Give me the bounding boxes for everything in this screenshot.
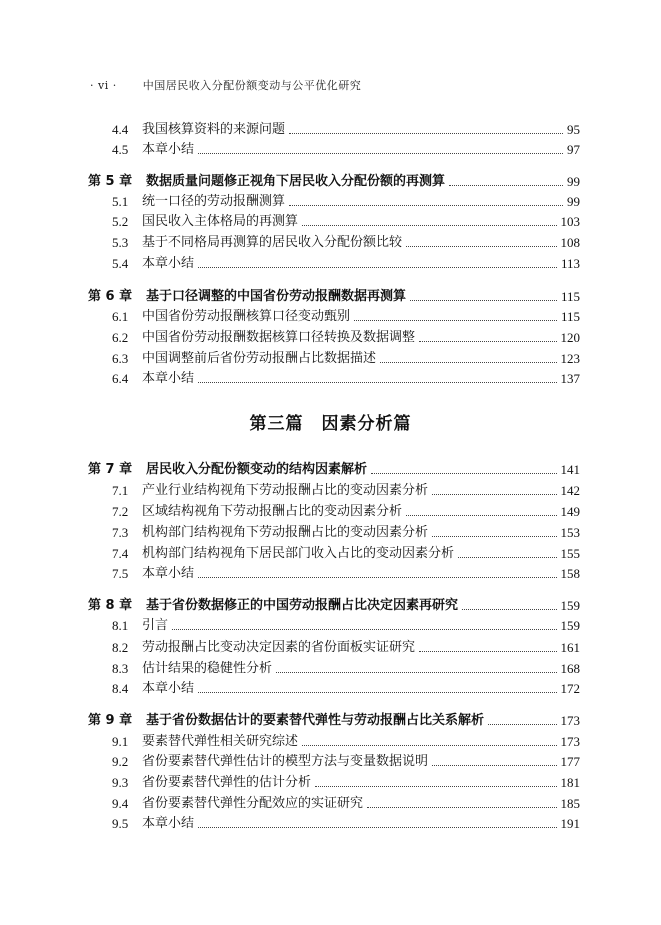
entry-title: 机构部门结构视角下居民部门收入占比的变动因素分析 [142,546,455,561]
part-heading [0,409,661,434]
dot-leader [419,341,556,342]
entry-page-number: 168 [560,661,580,676]
entry-title: 国民收入主体格局的再测算 [142,214,299,229]
entry-title: 基于省份数据修正的中国劳动报酬占比决定因素再研究 [146,598,459,613]
entry-number: 5.2 [112,214,129,229]
entry-page-number: 108 [560,235,580,250]
entry-number: 8.3 [112,661,129,676]
dot-leader [406,246,556,247]
entry-number: 6.3 [112,351,129,366]
entry-title: 引言 [142,618,169,633]
dot-leader [354,320,557,321]
entry-title: 本章小结 [142,681,195,696]
dot-leader [302,225,556,226]
entry-number: 9.3 [112,775,129,790]
dot-leader [488,724,556,725]
entry-page-number: 142 [560,483,580,498]
dot-leader [302,745,556,746]
dot-leader [432,536,556,537]
entry-number: 第 5 章 [88,174,133,189]
entry-page-number: 99 [567,174,580,189]
entry-number: 7.5 [112,566,129,581]
entry-number: 6.2 [112,330,129,345]
entry-number: 第 6 章 [88,289,133,304]
toc-section-entry[interactable] [112,500,580,520]
entry-title: 居民收入分配份额变动的结构因素解析 [146,462,368,477]
toc-section-entry[interactable] [112,677,580,697]
entry-page-number: 97 [567,142,580,157]
toc-chapter-entry[interactable] [88,170,580,190]
entry-number: 7.4 [112,546,129,561]
toc-section-entry[interactable] [112,542,580,562]
entry-title: 中国省份劳动报酬核算口径变动甄别 [142,309,351,324]
toc-section-entry[interactable] [112,118,580,138]
toc-section-entry[interactable] [112,138,580,158]
entry-title: 要素替代弹性相关研究综述 [142,734,299,749]
dot-leader [371,473,556,474]
toc-chapter-entry[interactable] [88,458,580,478]
toc-section-entry[interactable] [112,367,580,387]
entry-title: 基于省份数据估计的要素替代弹性与劳动报酬占比关系解析 [146,713,485,728]
dot-leader [198,153,563,154]
dot-leader [198,267,557,268]
entry-number: 8.2 [112,640,129,655]
entry-title: 数据质量问题修正视角下居民收入分配份额的再测算 [146,174,446,189]
entry-title: 基于口径调整的中国省份劳动报酬数据再测算 [146,289,407,304]
toc-section-entry[interactable] [112,792,580,812]
entry-page-number: 99 [567,194,580,209]
entry-page-number: 191 [560,816,580,831]
entry-page-number: 141 [560,462,580,477]
dot-leader [419,651,556,652]
entry-number: 4.5 [112,142,129,157]
entry-number: 9.2 [112,754,129,769]
dot-leader [380,362,556,363]
running-header [90,77,361,93]
entry-number: 8.1 [112,618,129,633]
dot-leader [406,515,556,516]
entry-title: 本章小结 [142,566,195,581]
entry-number: 第 9 章 [88,713,133,728]
entry-title: 省份要素替代弹性估计的模型方法与变量数据说明 [142,754,429,769]
toc-section-entry[interactable] [112,190,580,210]
dot-leader [198,577,556,578]
toc-section-entry[interactable] [112,252,580,272]
entry-number: 4.4 [112,122,129,137]
entry-title: 产业行业结构视角下劳动报酬占比的变动因素分析 [142,483,429,498]
toc-section-entry[interactable] [112,231,580,251]
entry-title: 区域结构视角下劳动报酬占比的变动因素分析 [142,504,403,519]
entry-page-number: 149 [560,504,580,519]
entry-number: 9.1 [112,734,129,749]
dot-leader [458,557,556,558]
toc-section-entry[interactable] [112,479,580,499]
toc-chapter-entry[interactable] [88,709,580,729]
entry-page-number: 113 [560,256,580,271]
toc-section-entry[interactable] [112,305,580,325]
toc-section-entry[interactable] [112,636,580,656]
entry-title: 本章小结 [142,816,195,831]
entry-page-number: 161 [560,640,580,655]
entry-page-number: 185 [560,796,580,811]
entry-number: 9.5 [112,816,129,831]
dot-leader [315,786,556,787]
dot-leader [289,133,563,134]
entry-number: 第 7 章 [88,462,133,477]
entry-title: 我国核算资料的来源问题 [142,122,286,137]
entry-page-number: 158 [560,566,580,581]
dot-leader [172,629,556,630]
part-title: 因素分析篇 [321,414,412,434]
entry-page-number: 153 [560,525,580,540]
dot-leader [462,609,556,610]
toc-section-entry[interactable] [112,812,580,832]
part-label: 第三篇 [249,414,304,434]
entry-page-number: 95 [567,122,580,137]
entry-number: 6.4 [112,371,129,386]
entry-number: 7.3 [112,525,129,540]
entry-number: 7.2 [112,504,129,519]
toc-section-entry[interactable] [112,326,580,346]
entry-title: 本章小结 [142,256,195,271]
entry-title: 统一口径的劳动报酬测算 [142,194,286,209]
entry-page-number: 115 [560,289,580,304]
dot-leader [198,382,556,383]
entry-title: 机构部门结构视角下劳动报酬占比的变动因素分析 [142,525,429,540]
entry-title: 省份要素替代弹性分配效应的实证研究 [142,796,364,811]
entry-page-number: 159 [560,618,580,633]
dot-leader [432,494,556,495]
toc-section-entry[interactable] [112,657,580,677]
entry-title: 劳动报酬占比变动决定因素的省份面板实证研究 [142,640,416,655]
page-number: · vi · [90,79,117,92]
entry-title: 估计结果的稳健性分析 [142,661,273,676]
dot-leader [432,765,556,766]
toc-section-entry[interactable] [112,750,580,770]
toc-section-entry[interactable] [112,771,580,791]
entry-title: 本章小结 [142,142,195,157]
entry-page-number: 103 [560,214,580,229]
entry-number: 6.1 [112,309,129,324]
toc-section-entry[interactable] [112,347,580,367]
dot-leader [289,205,563,206]
dot-leader [367,807,556,808]
entry-page-number: 155 [560,546,580,561]
dot-leader [449,185,563,186]
entry-page-number: 115 [560,309,580,324]
entry-title: 省份要素替代弹性的估计分析 [142,775,312,790]
book-title: 中国居民收入分配份额变动与公平优化研究 [142,79,362,92]
entry-number: 8.4 [112,681,129,696]
entry-page-number: 177 [560,754,580,769]
toc-chapter-entry[interactable] [88,285,580,305]
entry-number: 第 8 章 [88,598,133,613]
toc-section-entry[interactable] [112,562,580,582]
dot-leader [198,827,556,828]
entry-number: 5.4 [112,256,129,271]
entry-title: 中国省份劳动报酬数据核算口径转换及数据调整 [142,330,416,345]
entry-number: 5.3 [112,235,129,250]
dot-leader [198,692,556,693]
entry-page-number: 173 [560,713,580,728]
entry-page-number: 159 [560,598,580,613]
toc-chapter-entry[interactable] [88,594,580,614]
entry-title: 基于不同格局再测算的居民收入分配份额比较 [142,235,403,250]
entry-number: 5.1 [112,194,129,209]
entry-title: 本章小结 [142,371,195,386]
toc-section-entry[interactable] [112,210,580,230]
entry-page-number: 172 [560,681,580,696]
entry-page-number: 181 [560,775,580,790]
dot-leader [410,300,557,301]
entry-page-number: 120 [560,330,580,345]
entry-number: 9.4 [112,796,129,811]
toc-section-entry[interactable] [112,730,580,750]
entry-number: 7.1 [112,483,129,498]
toc-section-entry[interactable] [112,614,580,634]
entry-page-number: 123 [560,351,580,366]
entry-title: 中国调整前后省份劳动报酬占比数据描述 [142,351,377,366]
entry-page-number: 137 [560,371,580,386]
entry-page-number: 173 [560,734,580,749]
dot-leader [276,672,556,673]
toc-section-entry[interactable] [112,521,580,541]
